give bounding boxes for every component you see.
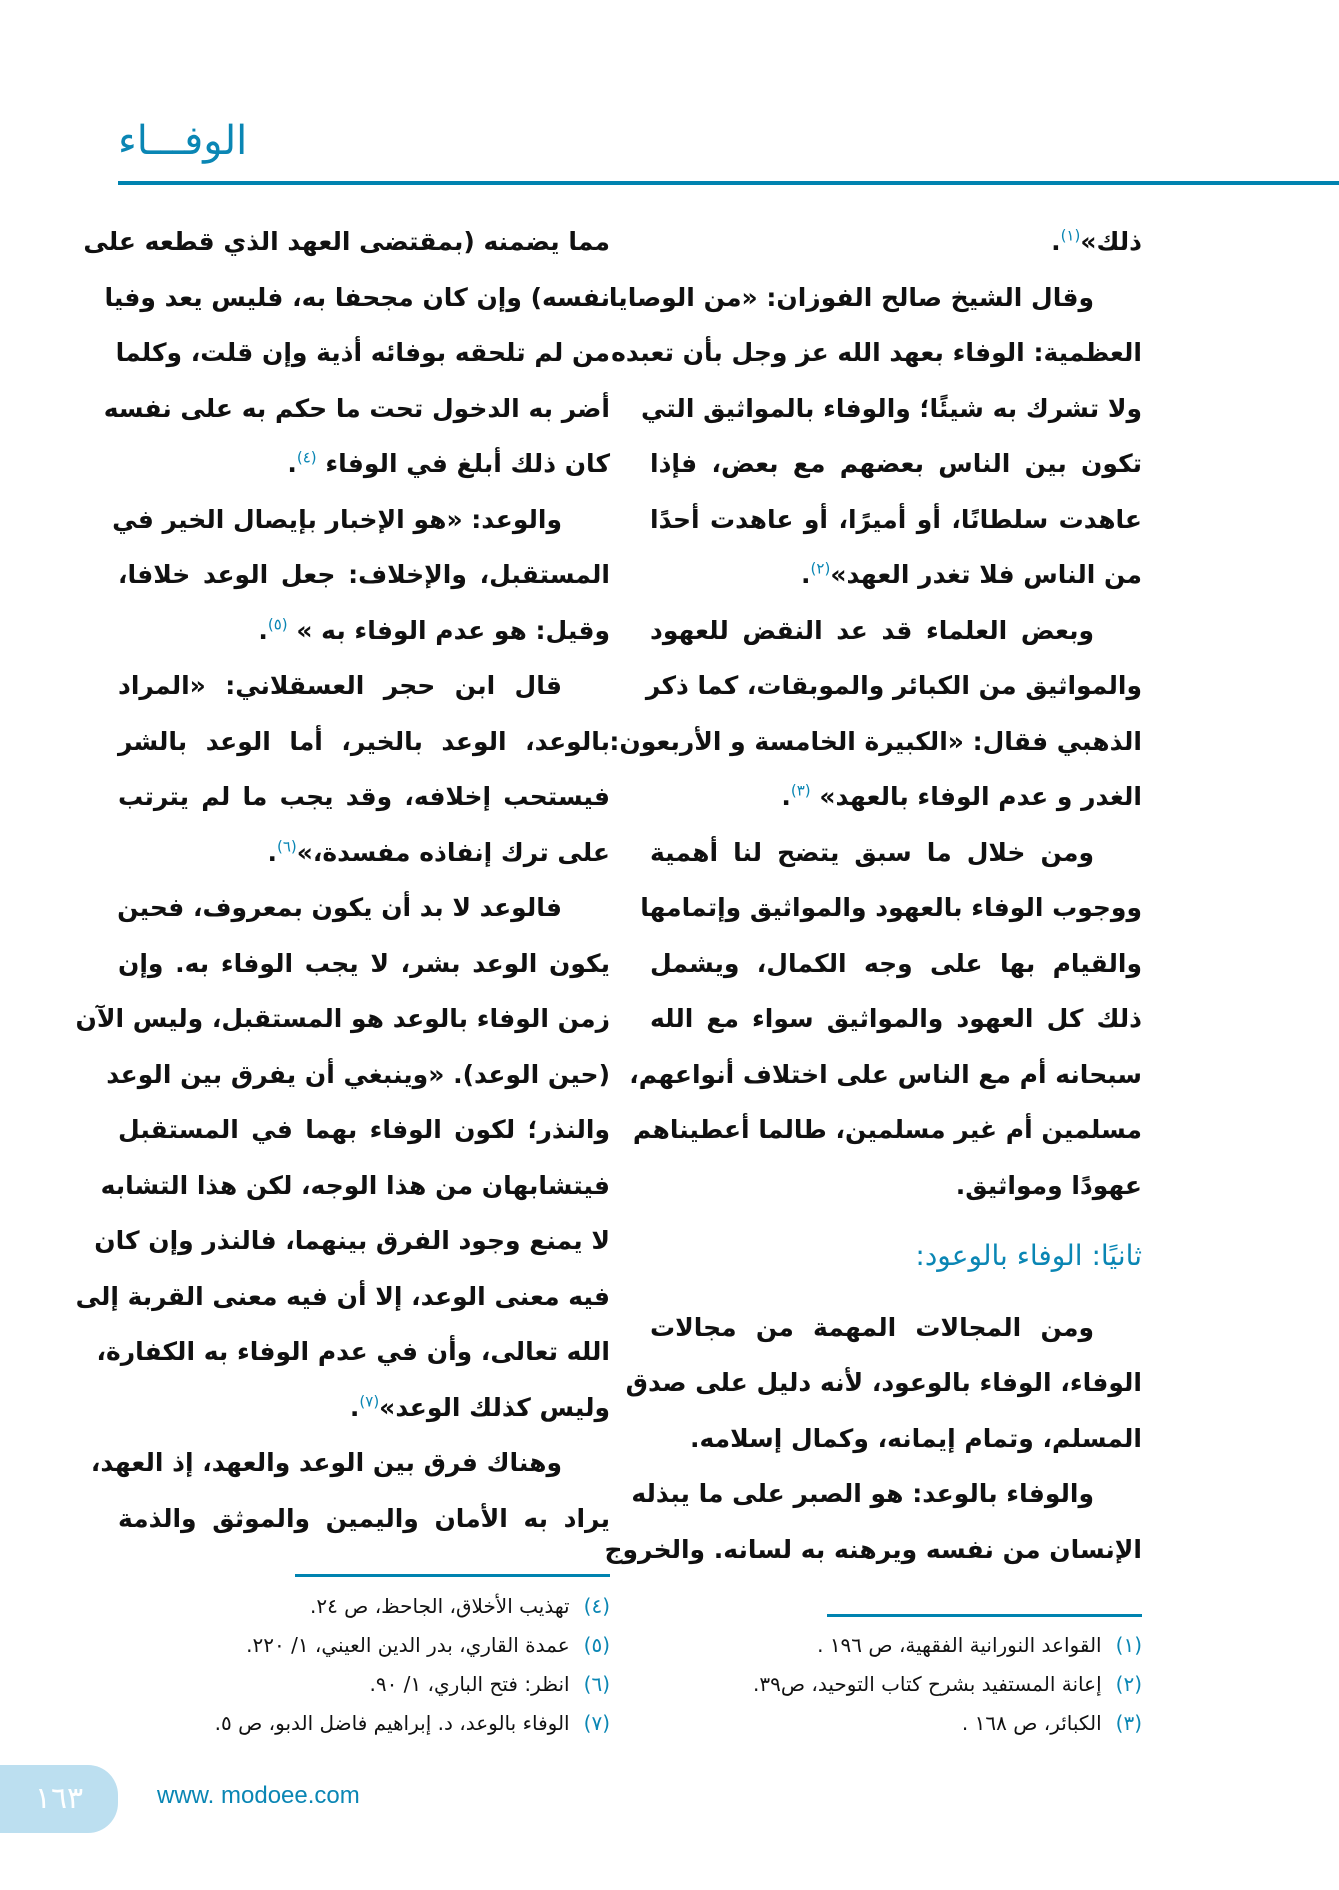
text-line — [118, 769, 610, 825]
left-text-column — [75, 214, 610, 1546]
line-punctuation: . — [801, 560, 811, 589]
line-text: عهودًا ومواثيق. — [955, 1170, 1142, 1200]
text-line — [640, 880, 1142, 936]
footnote-ref: (٧) — [359, 1392, 380, 1411]
line-text: والقيام بها على وجه الكمال، ويشمل — [650, 948, 1142, 978]
text-line — [118, 1380, 610, 1436]
text-line — [608, 270, 1142, 326]
line-text: فيتشابهان من هذا الوجه، لكن هذا التشابه — [100, 1170, 610, 1200]
text-line — [103, 381, 610, 437]
line-text: ولا تشرك به شيئًا؛ والوفاء بالمواثيق التي — [640, 393, 1142, 423]
footnote-ref: (٥) — [267, 615, 288, 634]
line-punctuation: . — [267, 837, 277, 867]
line-text: يراد به الأمان واليمين والموثق والذمة — [118, 1503, 610, 1533]
text-line — [118, 1491, 610, 1547]
footnote-text: القواعد النورانية الفقهية، ص ١٩٦ . — [817, 1633, 1102, 1657]
line-text: عاهدت سلطانًا، أو أميرًا، أو عاهدت أحدًا — [650, 504, 1142, 534]
text-line — [118, 880, 610, 936]
footnote-text: إعانة المستفيد بشرح كتاب التوحيد، ص٣٩. — [753, 1672, 1102, 1696]
text-line — [650, 936, 1142, 992]
text-line — [645, 658, 1142, 714]
line-text: (حين الوعد). «وينبغي أن يفرق بين الوعد — [106, 1059, 610, 1089]
line-text: والوفاء بالوعد: هو الصبر على ما يبذله — [631, 1479, 1094, 1508]
line-text: والمواثيق من الكبائر والموبقات، كما ذكر — [645, 671, 1142, 700]
line-punctuation: . — [349, 1392, 360, 1422]
line-text: المسلم، وتمام إيمانه، وكمال إسلامه. — [689, 1423, 1142, 1453]
footnote-ref: (٦) — [276, 837, 297, 856]
footnote — [650, 1665, 1142, 1704]
footnote-text: تهذيب الأخلاق، الجاحظ، ص ٢٤. — [309, 1594, 570, 1618]
line-text: فيستحب إخلافه، وقد يجب ما لم يترتب — [118, 782, 610, 811]
footnote-text: الكبائر، ص ١٦٨ . — [961, 1711, 1102, 1735]
text-line — [650, 825, 1142, 881]
line-text: قال ابن حجر العسقلاني: «المراد — [118, 671, 562, 700]
footnote-text: عمدة القاري، بدر الدين العيني، ١/ ٢٢٠. — [246, 1633, 570, 1657]
line-text: بالوعد، الوعد بالخير، أما الوعد بالشر — [118, 726, 610, 756]
text-line — [118, 603, 610, 659]
chapter-title: الوفـــاء — [118, 118, 248, 164]
line-text: نفسه) وإن كان مجحفا به، فليس يعد وفيا — [104, 282, 610, 312]
line-text: وقيل: هو عدم الوفاء به » — [287, 615, 610, 645]
footnote — [650, 1626, 1142, 1665]
text-line — [650, 492, 1142, 548]
line-text: الإنسان من نفسه ويرهنه به لسانه. والخروج — [604, 1534, 1142, 1564]
line-text: وبعض العلماء قد عد النقض للعهود — [650, 615, 1094, 645]
footnote — [118, 1704, 610, 1743]
text-line — [96, 1324, 610, 1380]
text-line — [100, 1158, 610, 1214]
text-line — [115, 325, 610, 381]
text-line — [609, 714, 1142, 770]
line-text: ذلك كل العهود والمواثيق سواء مع الله — [650, 1004, 1142, 1033]
footnote — [650, 1704, 1142, 1743]
website-link[interactable]: www. modoee.com — [157, 1782, 360, 1809]
text-line — [75, 1269, 610, 1325]
line-text: ومن المجالات المهمة من مجالات — [650, 1312, 1094, 1342]
line-text: الذهبي فقال: «الكبيرة الخامسة و الأربعون: — [609, 726, 1142, 756]
line-text: فيه معنى الوعد، إلا أن فيه معنى القربة إلى — [75, 1281, 610, 1311]
text-line — [83, 214, 610, 270]
line-text: والوعد: «هو الإخبار بإيصال الخير في — [112, 504, 562, 534]
section-heading: ثانيًا: الوفاء بالوعود: — [915, 1239, 1142, 1272]
line-text: فالوعد لا بد أن يكون بمعروف، فحين — [117, 893, 562, 922]
footnote-text: انظر: فتح الباري، ١/ ٩٠. — [369, 1672, 570, 1696]
line-text: المستقبل، والإخلاف: جعل الوعد خلافا، — [118, 560, 610, 589]
text-line — [118, 1102, 610, 1158]
line-text: مما يضمنه (بمقتضى العهد الذي قطعه على — [83, 227, 610, 256]
line-text: يكون الوعد بشر، لا يجب الوفاء به. وإن — [118, 948, 610, 978]
text-line — [118, 936, 610, 992]
line-text: من لم تلحقه بوفائه أذية وإن قلت، وكلما — [115, 338, 610, 367]
footnote — [118, 1626, 610, 1665]
footnote — [118, 1665, 610, 1704]
line-text: الغدر و عدم الوفاء بالعهد» — [810, 782, 1142, 811]
text-line — [118, 825, 610, 881]
text-line — [118, 547, 610, 603]
text-line — [650, 1158, 1142, 1214]
text-line — [118, 714, 610, 770]
footnote-number: (١) — [1115, 1633, 1142, 1657]
right-text-column — [604, 214, 1142, 1577]
text-line — [650, 769, 1142, 825]
text-line — [106, 1047, 610, 1103]
footnote-text: الوفاء بالوعد، د. إبراهيم فاضل الدبو، ص ٥. — [214, 1711, 570, 1735]
text-line — [104, 270, 610, 326]
line-text: مسلمين أم غير مسلمين، طالما أعطيناهم — [632, 1115, 1142, 1144]
footnote-ref: (٣) — [790, 781, 811, 800]
line-text: ومن خلال ما سبق يتضح لنا أهمية — [650, 837, 1094, 867]
footnote-ref: (٤) — [296, 448, 317, 467]
text-line — [118, 658, 610, 714]
line-text: أضر به الدخول تحت ما حكم به على نفسه — [103, 393, 610, 423]
line-text: والنذر؛ لكون الوفاء بهما في المستقبل — [118, 1115, 610, 1144]
line-text: الله تعالى، وأن في عدم الوفاء به الكفارة، — [96, 1337, 610, 1366]
footnote-ref: (٢) — [810, 559, 831, 578]
line-text: العظمية: الوفاء بعهد الله عز وجل بأن تعبده — [611, 338, 1142, 367]
text-line — [650, 1411, 1142, 1467]
text-line — [629, 1047, 1142, 1103]
line-text: لا يمنع وجود الفرق بينهما، فالنذر وإن كان — [94, 1226, 610, 1255]
text-line — [650, 603, 1142, 659]
text-line — [650, 436, 1142, 492]
line-text: من الناس فلا تغدر العهد» — [830, 560, 1142, 589]
page-number: ١٦٣ — [0, 1765, 118, 1833]
text-line — [650, 991, 1142, 1047]
footnote-number: (٢) — [1115, 1672, 1142, 1696]
text-line — [625, 1355, 1142, 1411]
text-line — [611, 325, 1142, 381]
line-text: تكون بين الناس بعضهم مع بعض، فإذا — [650, 449, 1142, 478]
line-text: وقال الشيخ صالح الفوزان: «من الوصايا — [608, 282, 1094, 312]
line-text: ذلك» — [1080, 227, 1142, 256]
line-punctuation: . — [287, 449, 297, 478]
text-line — [118, 436, 610, 492]
footnotes-right — [650, 1626, 1142, 1743]
header-divider — [118, 181, 1339, 185]
line-punctuation: . — [258, 615, 268, 645]
footnote-number: (٥) — [583, 1633, 610, 1657]
text-line — [90, 1435, 610, 1491]
text-line — [112, 492, 610, 548]
line-text: سبحانه أم مع الناس على اختلاف أنواعهم، — [629, 1059, 1142, 1089]
footnote-number: (٣) — [1115, 1711, 1142, 1735]
footnote — [118, 1587, 610, 1626]
text-line — [640, 381, 1142, 437]
text-line — [631, 1466, 1142, 1522]
line-text: وليس كذلك الوعد» — [379, 1392, 610, 1422]
text-line — [650, 1300, 1142, 1356]
text-line — [632, 1102, 1142, 1158]
text-line — [604, 1522, 1142, 1578]
line-text: زمن الوفاء بالوعد هو المستقبل، وليس الآن — [75, 1004, 610, 1033]
line-punctuation: . — [781, 782, 791, 811]
footnote-ref: (١) — [1060, 226, 1081, 245]
line-text: ووجوب الوفاء بالعهود والمواثيق وإتمامها — [640, 893, 1142, 922]
footnote-divider-right — [827, 1614, 1142, 1617]
text-line — [650, 214, 1142, 270]
footnote-number: (٧) — [583, 1711, 610, 1735]
line-text: كان ذلك أبلغ في الوفاء — [316, 449, 610, 478]
footnote-number: (٤) — [583, 1594, 610, 1618]
text-line — [94, 1213, 610, 1269]
text-line — [75, 991, 610, 1047]
line-text: الوفاء، الوفاء بالوعود، لأنه دليل على صدق — [625, 1368, 1142, 1397]
footnotes-left — [118, 1587, 610, 1743]
footnote-divider-left — [295, 1574, 610, 1577]
line-punctuation: . — [1051, 227, 1061, 256]
footnote-number: (٦) — [583, 1672, 610, 1696]
line-text: على ترك إنفاذه مفسدة،» — [296, 837, 610, 867]
text-line — [650, 547, 1142, 603]
line-text: وهناك فرق بين الوعد والعهد، إذ العهد، — [90, 1448, 562, 1477]
